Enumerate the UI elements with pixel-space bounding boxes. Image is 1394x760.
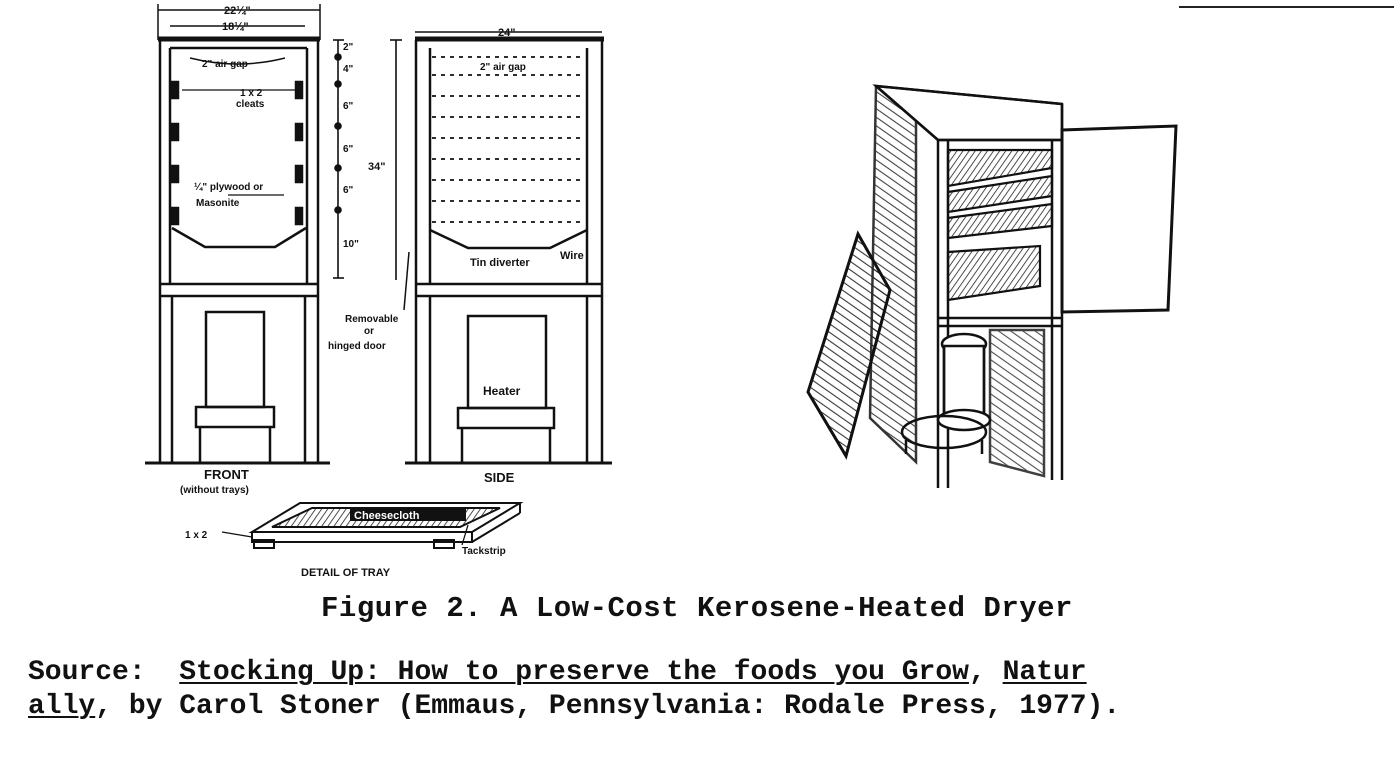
side-tin-diverter: Tin diverter xyxy=(470,257,530,269)
front-air-gap: 2" air gap xyxy=(202,59,248,70)
side-door-1: Removable xyxy=(345,314,399,325)
source-citation xyxy=(28,656,1368,724)
front-label: FRONT xyxy=(204,467,249,482)
source-rest: , by Carol Stoner (Emmaus, Pennsylvania: Rodale Press, 1977). xyxy=(95,691,1121,722)
dim-34: 34" xyxy=(368,161,386,173)
dim-6b: 6" xyxy=(343,144,354,155)
source-comma: , xyxy=(968,657,986,688)
front-dim-inner: 18¼" xyxy=(222,21,249,33)
side-width: 24" xyxy=(498,27,516,39)
front-plywood-1: ¼" plywood or xyxy=(194,182,264,193)
source-title-part-b: Natur xyxy=(1002,657,1087,688)
tray-cheesecloth: Cheesecloth xyxy=(354,510,420,522)
front-plywood-2: Masonite xyxy=(196,198,240,209)
side-wire: Wire xyxy=(560,250,584,262)
side-heater: Heater xyxy=(483,384,521,398)
side-door-2: or xyxy=(364,326,374,337)
figure-caption: Figure 2. A Low-Cost Kerosene-Heated Dryer xyxy=(321,592,1073,625)
tray-tackstrip: Tackstrip xyxy=(462,546,506,557)
front-view xyxy=(145,4,330,463)
dim-10: 10" xyxy=(343,239,359,250)
dim-6c: 6" xyxy=(343,185,354,196)
source-title-part-c: ally xyxy=(28,691,96,722)
side-air-gap: 2" air gap xyxy=(480,62,526,73)
tray-wood: 1 x 2 xyxy=(185,530,208,541)
side-label: SIDE xyxy=(484,470,515,485)
front-sublabel: (without trays) xyxy=(180,485,249,496)
dim-6a: 6" xyxy=(343,101,354,112)
dim-4: 4" xyxy=(343,64,354,75)
front-cleats-2: cleats xyxy=(236,99,265,110)
source-title-part-a: Stocking Up: How to preserve the foods you Grow xyxy=(179,657,969,688)
side-door-3: hinged door xyxy=(328,341,386,352)
front-dim-outer: 22¼" xyxy=(224,5,251,17)
dryer-perspective xyxy=(808,86,1176,488)
tray-label: DETAIL OF TRAY xyxy=(301,567,391,579)
side-view xyxy=(404,32,612,463)
source-prefix: Source: xyxy=(28,657,146,688)
front-cleats-1: 1 x 2 xyxy=(240,88,263,99)
dim-2: 2" xyxy=(343,42,354,53)
